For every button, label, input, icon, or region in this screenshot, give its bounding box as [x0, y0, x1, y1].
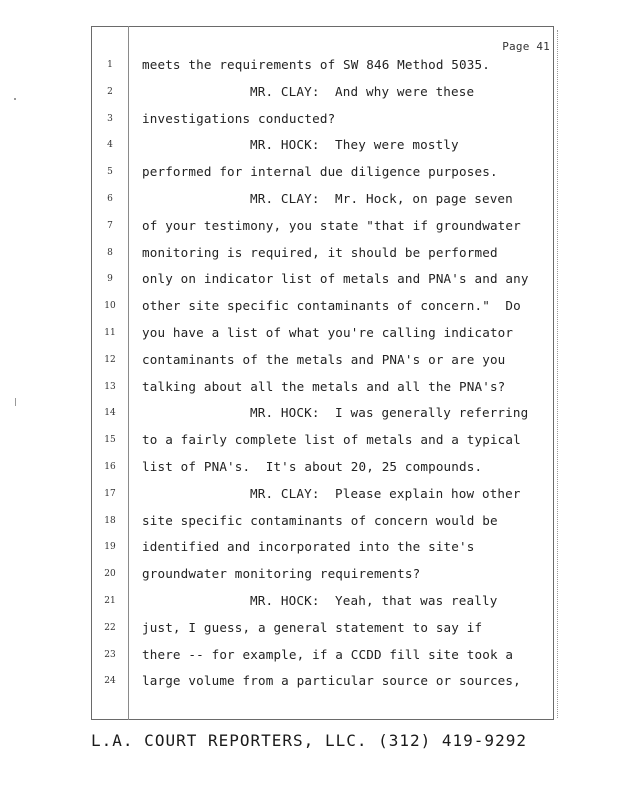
transcript-line — [0, 379, 618, 406]
transcript-line — [0, 298, 618, 325]
line-text: other site specific contaminants of concern." Do — [142, 298, 521, 314]
line-number: 4 — [107, 140, 113, 151]
line-text: site specific contaminants of concern would be — [142, 512, 498, 528]
line-text: just, I guess, a general statement to say if — [142, 619, 483, 635]
line-number: 5 — [107, 167, 113, 178]
line-text: MR. CLAY: And why were these — [250, 83, 475, 99]
line-text: to a fairly complete list of metals and a typical — [142, 432, 521, 448]
line-text: MR. HOCK: I was generally referring — [250, 405, 529, 421]
line-number: 17 — [104, 488, 116, 499]
line-number: 19 — [104, 542, 116, 553]
scan-speck — [15, 398, 16, 406]
line-text: MR. HOCK: They were mostly — [250, 137, 459, 153]
transcript-line — [0, 486, 618, 513]
transcript-line — [0, 352, 618, 379]
page-number: Page 41 — [502, 40, 550, 53]
line-text: groundwater monitoring requirements? — [142, 566, 421, 582]
line-text: MR. CLAY: Mr. Hock, on page seven — [250, 191, 513, 206]
transcript-line — [0, 513, 618, 540]
transcript-line — [0, 325, 618, 352]
transcript-line — [0, 459, 618, 486]
line-number: 14 — [104, 408, 116, 419]
transcript-line — [0, 84, 618, 111]
line-text: meets the requirements of SW 846 Method 5035. — [142, 57, 490, 72]
line-text: there -- for example, if a CCDD fill site took a — [142, 646, 514, 662]
line-number: 6 — [107, 194, 113, 204]
line-number: 16 — [104, 462, 116, 472]
line-text: contaminants of the metals and PNA's or are you — [142, 351, 506, 367]
transcript-line — [0, 405, 618, 432]
transcript-line — [0, 566, 618, 593]
transcript-line — [0, 432, 618, 459]
transcript-line — [0, 539, 618, 566]
line-number: 2 — [107, 86, 113, 97]
line-number: 24 — [104, 676, 116, 687]
line-text: MR. CLAY: Please explain how other — [250, 485, 521, 501]
line-number: 8 — [107, 247, 113, 258]
transcript-line — [0, 673, 618, 700]
line-number: 15 — [104, 435, 116, 446]
line-text: MR. HOCK: Yeah, that was really — [250, 593, 498, 608]
line-text: talking about all the metals and all the PNA's? — [142, 378, 506, 394]
transcript-line — [0, 620, 618, 647]
line-number: 3 — [107, 113, 113, 124]
line-text: only on indicator list of metals and PNA's and any — [142, 271, 529, 287]
line-number: 11 — [104, 328, 116, 338]
line-text: list of PNA's. It's about 20, 25 compounds. — [142, 459, 483, 474]
transcript-line — [0, 191, 618, 218]
transcript-line — [0, 137, 618, 164]
transcript-line — [0, 271, 618, 298]
transcript-line — [0, 593, 618, 620]
line-number: 18 — [104, 515, 116, 526]
line-text: large volume from a particular source or sources, — [142, 673, 521, 689]
transcript-line — [0, 245, 618, 272]
line-number: 23 — [104, 649, 116, 660]
line-number: 22 — [104, 622, 116, 633]
line-number: 1 — [107, 60, 113, 70]
line-number: 9 — [107, 274, 113, 285]
transcript-line — [0, 164, 618, 191]
line-text: monitoring is required, it should be performed — [142, 244, 498, 260]
transcript-line — [0, 57, 618, 84]
line-number: 7 — [107, 220, 113, 231]
transcript-line — [0, 647, 618, 674]
scan-speck — [14, 98, 16, 100]
line-number: 20 — [104, 569, 116, 580]
line-number: 13 — [104, 381, 116, 392]
line-text: you have a list of what you're calling indicator — [142, 325, 514, 340]
line-text: of your testimony, you state "that if groundwater — [142, 217, 521, 233]
line-text: identified and incorporated into the site's — [142, 539, 475, 555]
line-number: 12 — [104, 354, 116, 365]
court-reporter-footer: L.A. COURT REPORTERS, LLC. (312) 419-9292 — [91, 731, 527, 750]
line-number: 10 — [104, 301, 116, 312]
transcript-line — [0, 111, 618, 138]
line-number: 21 — [104, 596, 116, 606]
line-text: performed for internal due diligence purposes. — [142, 164, 498, 180]
line-text: investigations conducted? — [142, 110, 336, 126]
transcript-line — [0, 218, 618, 245]
